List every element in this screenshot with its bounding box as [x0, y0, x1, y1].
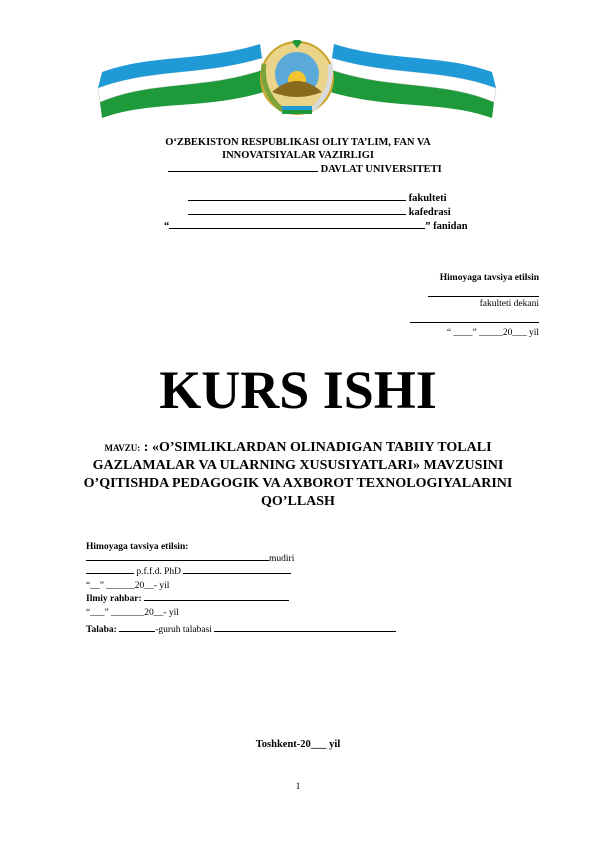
topic-line-2: GAZLAMALAR VA ULARNING XUSUSIYATLARI» MAVZUSINI [92, 458, 504, 473]
head-role-label: mudiri [269, 554, 295, 564]
supervisor-label: Ilmiy rahbar: [86, 594, 142, 604]
university-line [168, 163, 442, 176]
topic-label: MAVZU: [104, 443, 141, 453]
topic-line-4: QO’LLASH [261, 494, 335, 509]
approval-bottom-heading: Himoyaga tavsiya etilsin: [86, 542, 189, 552]
date-2: “___” _______20__- yil [86, 608, 179, 618]
ministry-line-2: INNOVATSIYALAR VAZIRLIGI [221, 150, 374, 161]
student-line [86, 624, 396, 636]
student-group-label: -guruh talabasi [155, 625, 212, 635]
university-label: DAVLAT UNIVERSITETI [320, 164, 442, 175]
topic-line-1 [0, 439, 596, 457]
subject-close-label: ” fanidan [425, 221, 468, 232]
faculty-line [188, 192, 447, 205]
approval-top-dean: fakulteti dekani [479, 299, 539, 309]
student-label: Talaba: [86, 625, 117, 635]
faculty-label: fakulteti [408, 193, 447, 204]
date-1: “__” ______20__- yil [86, 581, 170, 591]
approval-top-date: “ ____” _____20___ yil [446, 328, 539, 338]
department-line [188, 206, 451, 219]
department-label: kafedrasi [408, 207, 451, 218]
city-year: Toshkent-20___ yil [255, 739, 341, 750]
ministry-line-1: O‘ZBEKISTON RESPUBLIKASI OLIY TA’LIM, FAN VA [165, 137, 431, 148]
approval-top-blank-1 [428, 296, 539, 297]
subject-line [164, 220, 468, 233]
page-number: 1 [295, 782, 301, 792]
approval-top-blank-2 [410, 322, 539, 323]
approval-top-heading: Himoyaga tavsiya etilsin [439, 273, 539, 283]
degree-label: p.f.f.d. PhD [136, 567, 181, 577]
state-emblem-logo [92, 40, 502, 118]
topic-line-3: O’QITISHDA PEDAGOGIK VA AXBOROT TEXNOLOGIYALARINI [83, 476, 513, 491]
document-title: KURS ISHI [159, 360, 437, 420]
subject-open-quote: “ [164, 221, 170, 232]
supervisor-line [86, 593, 289, 605]
head-role-line [86, 553, 294, 565]
topic-text-1: : «O’SIMLIKLARDAN OLINADIGAN TABIIY TOLALI [143, 440, 492, 455]
degree-line [86, 566, 291, 578]
